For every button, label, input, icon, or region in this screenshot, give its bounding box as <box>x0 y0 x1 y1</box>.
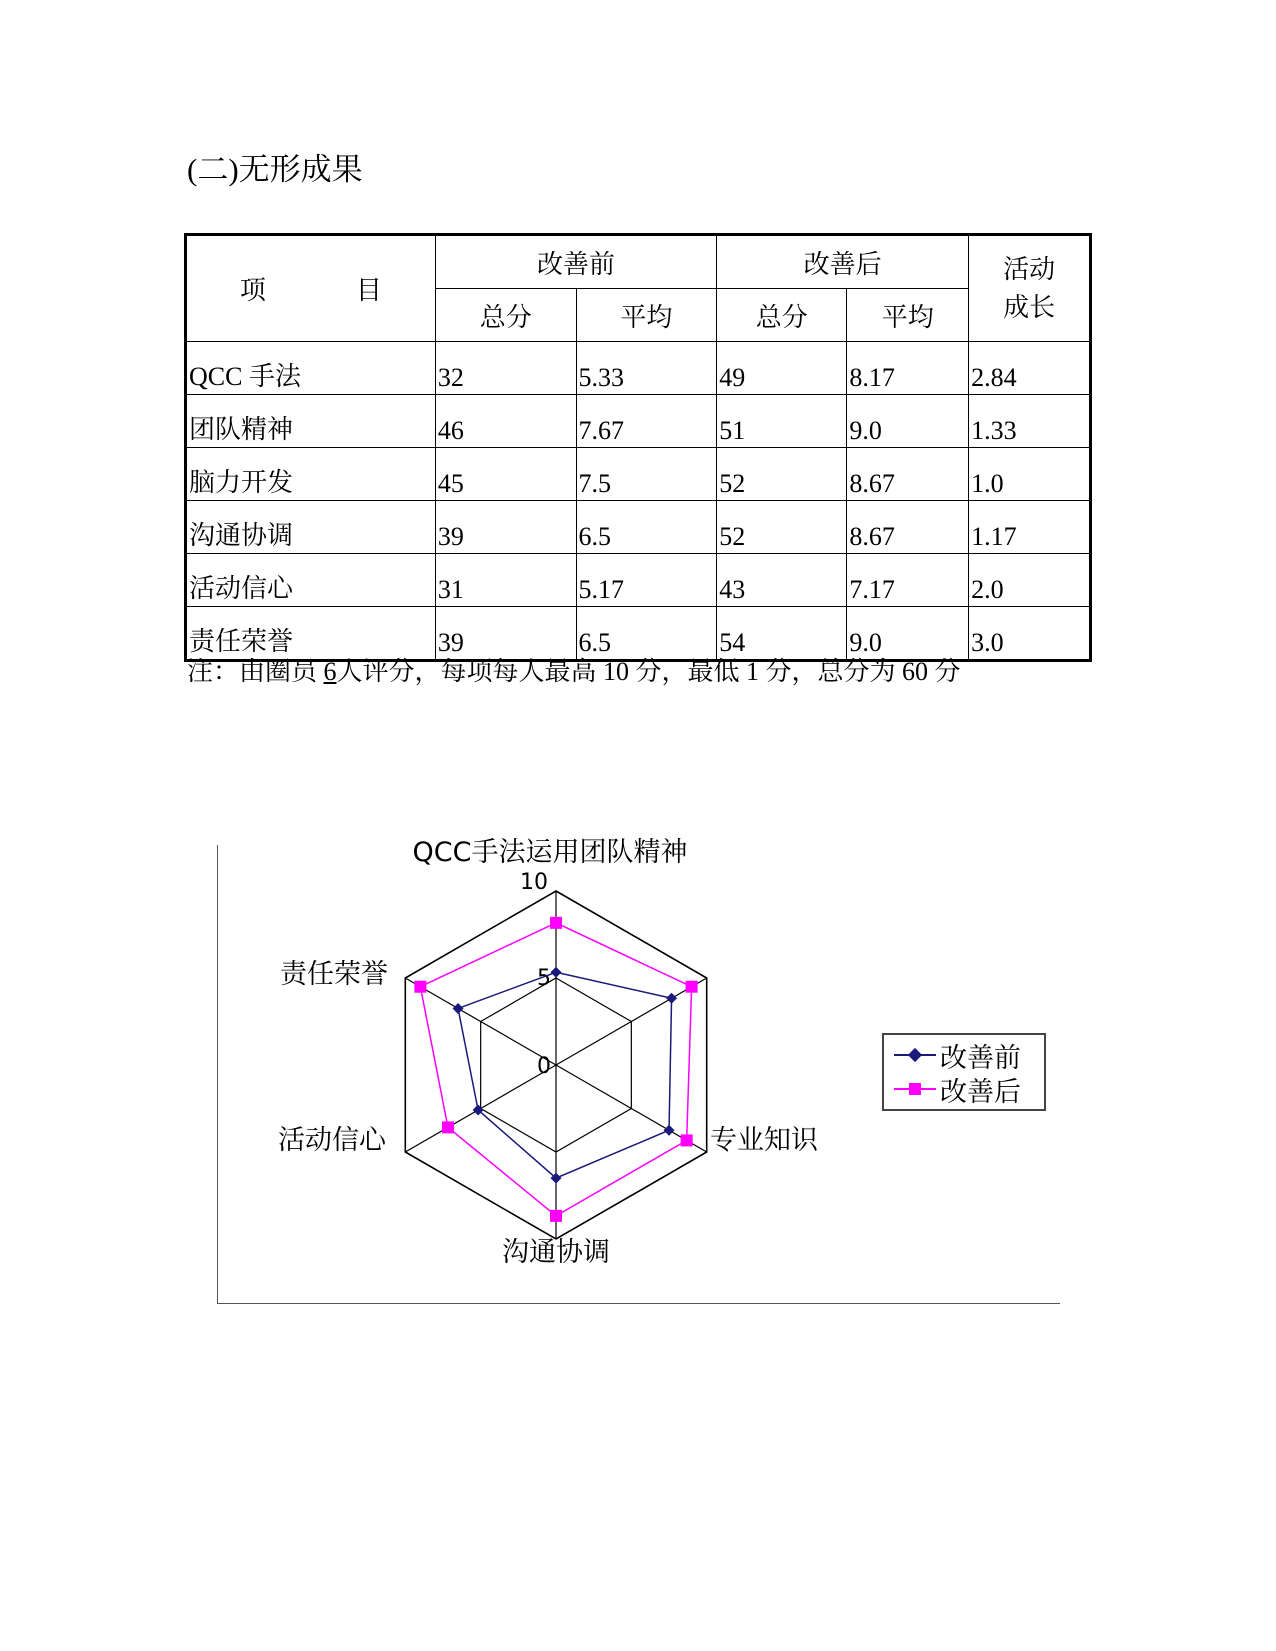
legend-item-before <box>892 1038 1021 1072</box>
cell-item: 活动信心 <box>186 554 436 607</box>
axis-label: 沟通协调 <box>502 1237 610 1268</box>
tick-label: 0 <box>537 1054 551 1079</box>
data-point-after <box>414 981 426 993</box>
cell-before-total: 32 <box>435 342 576 395</box>
data-point-after <box>442 1121 454 1133</box>
data-point-after <box>681 1134 693 1146</box>
cell-before-average: 6.5 <box>576 501 717 554</box>
member-count: 6 <box>323 657 337 686</box>
cell-growth: 2.84 <box>969 342 1091 395</box>
cell-item: QCC 手法 <box>186 342 436 395</box>
cell-item: 责任荣誉 <box>186 607 436 661</box>
cell-before-average: 5.17 <box>576 554 717 607</box>
header-after: 改善后 <box>717 235 969 289</box>
cell-item: 团队精神 <box>186 395 436 448</box>
header-before-total: 总分 <box>435 289 576 342</box>
legend-label-before: 改善前 <box>940 1042 1021 1074</box>
header-before: 改善前 <box>435 235 716 289</box>
legend-label-after: 改善后 <box>940 1076 1021 1108</box>
cell-after-total: 54 <box>717 607 847 661</box>
cell-before-average: 7.67 <box>576 395 717 448</box>
cell-before-average: 7.5 <box>576 448 717 501</box>
data-point-before <box>453 1003 464 1014</box>
cell-before-total: 46 <box>435 395 576 448</box>
cell-before-total: 39 <box>435 501 576 554</box>
cell-after-average: 7.17 <box>847 554 969 607</box>
cell-after-total: 43 <box>717 554 847 607</box>
cell-after-total: 52 <box>717 448 847 501</box>
cell-after-average: 8.67 <box>847 501 969 554</box>
cell-item: 沟通协调 <box>186 501 436 554</box>
cell-after-average: 8.17 <box>847 342 969 395</box>
cell-before-total: 45 <box>435 448 576 501</box>
header-growth: 活动 成长 <box>969 235 1091 342</box>
data-point-after <box>550 917 562 929</box>
cell-after-total: 52 <box>717 501 847 554</box>
cell-growth: 3.0 <box>969 607 1091 661</box>
table-note: 注：由圈员 6人评分，每项每人最高 10 分，最低 1 分，总分为 60 分 <box>187 657 961 686</box>
cell-growth: 1.0 <box>969 448 1091 501</box>
legend-marker-after <box>909 1083 921 1095</box>
header-before-average: 平均 <box>576 289 717 342</box>
legend-item-after <box>892 1072 1021 1106</box>
cell-before-total: 31 <box>435 554 576 607</box>
cell-after-average: 9.0 <box>847 395 969 448</box>
cell-before-average: 5.33 <box>576 342 717 395</box>
chart-legend <box>882 1033 1046 1111</box>
section-title: (二)无形成果 <box>187 152 363 187</box>
cell-before-average: 6.5 <box>576 607 717 661</box>
cell-growth: 1.33 <box>969 395 1091 448</box>
data-point-before <box>664 1125 675 1136</box>
tick-label: 10 <box>520 870 548 895</box>
axis-label: QCC手法运用团队精神 <box>412 837 688 868</box>
data-point-after <box>686 981 698 993</box>
cell-before-total: 39 <box>435 607 576 661</box>
data-point-before <box>666 993 677 1004</box>
data-point-after <box>550 1210 562 1222</box>
cell-after-total: 51 <box>717 395 847 448</box>
legend-marker-before <box>908 1048 922 1062</box>
cell-growth: 1.17 <box>969 501 1091 554</box>
cell-after-total: 49 <box>717 342 847 395</box>
cell-after-average: 8.67 <box>847 448 969 501</box>
header-after-total: 总分 <box>717 289 847 342</box>
cell-growth: 2.0 <box>969 554 1091 607</box>
header-after-average: 平均 <box>847 289 969 342</box>
cell-item: 脑力开发 <box>186 448 436 501</box>
axis-label: 专业知识 <box>710 1125 818 1156</box>
axis-label: 活动信心 <box>278 1125 386 1156</box>
axis-label: 责任荣誉 <box>280 959 388 990</box>
header-item: 项 目 <box>186 235 436 342</box>
tick-label: 5 <box>537 966 551 991</box>
cell-after-average: 9.0 <box>847 607 969 661</box>
data-point-before <box>551 967 562 978</box>
